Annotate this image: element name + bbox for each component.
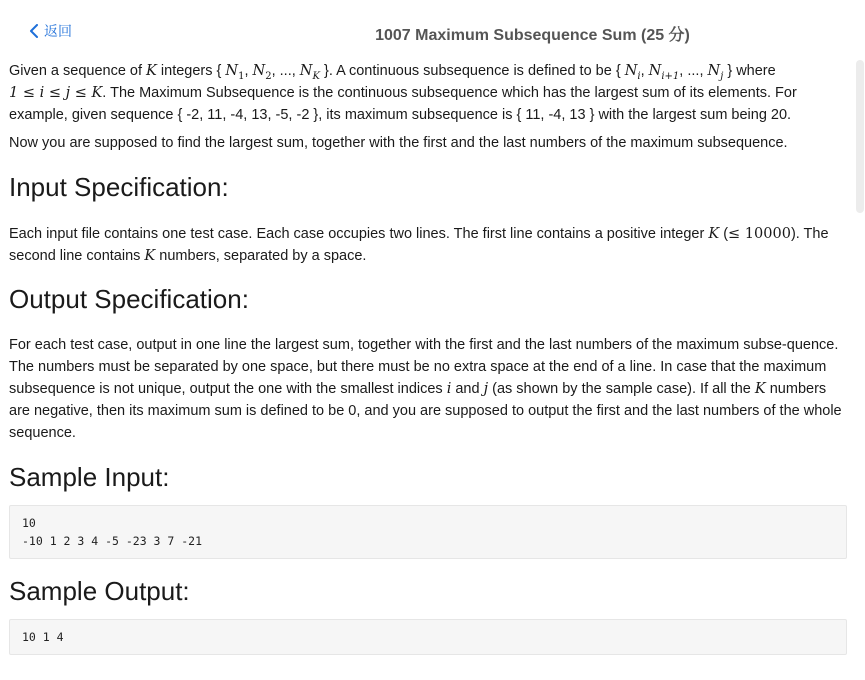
sample-output-code[interactable]: 10 1 4 xyxy=(9,619,847,655)
description-paragraph: Given a sequence of K integers { $N_1$, $N_2$, ..., $N_K$ }. A continuous subsequence is defined to be { $N_i$, $N_{i+1}$, ..., $N_j$ } where 1 ≤ i ≤ j ≤ K. The Maximum Subsequence is the continuous subsequence which has the largest sum of its elements. For example, given sequence { -2, 11, -4, 13, -5, -2 }, its maximum subsequence is { 11, -4, 13 } with the largest sum being 20. xyxy=(9,63,797,123)
input-spec-text: Each input file contains one test case. Each case occupies two lines. The first line contains a positive integer K (≤ 10000). The second line contains K numbers, separated by a space. xyxy=(9,226,829,264)
output-spec-text: For each test case, output in one line the largest sum, together with the first and the last numbers of the maximum subse-quence. The numbers must be separated by one space, but there must be no extra space at the end of a line. In case that the maximum subsequence is not unique, output the one with the smallest indices i and j (as shown by the sample case). If all the K numbers are negative, then its maximum sum is defined to be 0, and you are supposed to output the first and the last numbers of the whole sequence. xyxy=(9,337,842,441)
input-spec-heading: Input Specification: xyxy=(9,172,229,202)
page-title xyxy=(0,22,865,45)
header-bar xyxy=(0,0,865,60)
output-spec-heading: Output Specification: xyxy=(9,284,249,314)
page-title-text: 1007 Maximum Subsequence Sum (25 分) xyxy=(375,27,690,44)
scrollbar-thumb[interactable] xyxy=(856,60,864,213)
inequality-formula: 1 ≤ i ≤ j ≤ K xyxy=(9,85,103,101)
description-paragraph-2: Now you are supposed to find the largest sum, together with the first and the last numbers of the maximum subsequence. xyxy=(9,135,788,151)
back-label: 返回 xyxy=(44,23,72,39)
sample-input-code[interactable]: 10 -10 1 2 3 4 -5 -23 3 7 -21 xyxy=(9,505,847,559)
sample-input-heading: Sample Input: xyxy=(9,462,170,492)
problem-content xyxy=(9,60,849,655)
sample-output-heading: Sample Output: xyxy=(9,576,190,606)
